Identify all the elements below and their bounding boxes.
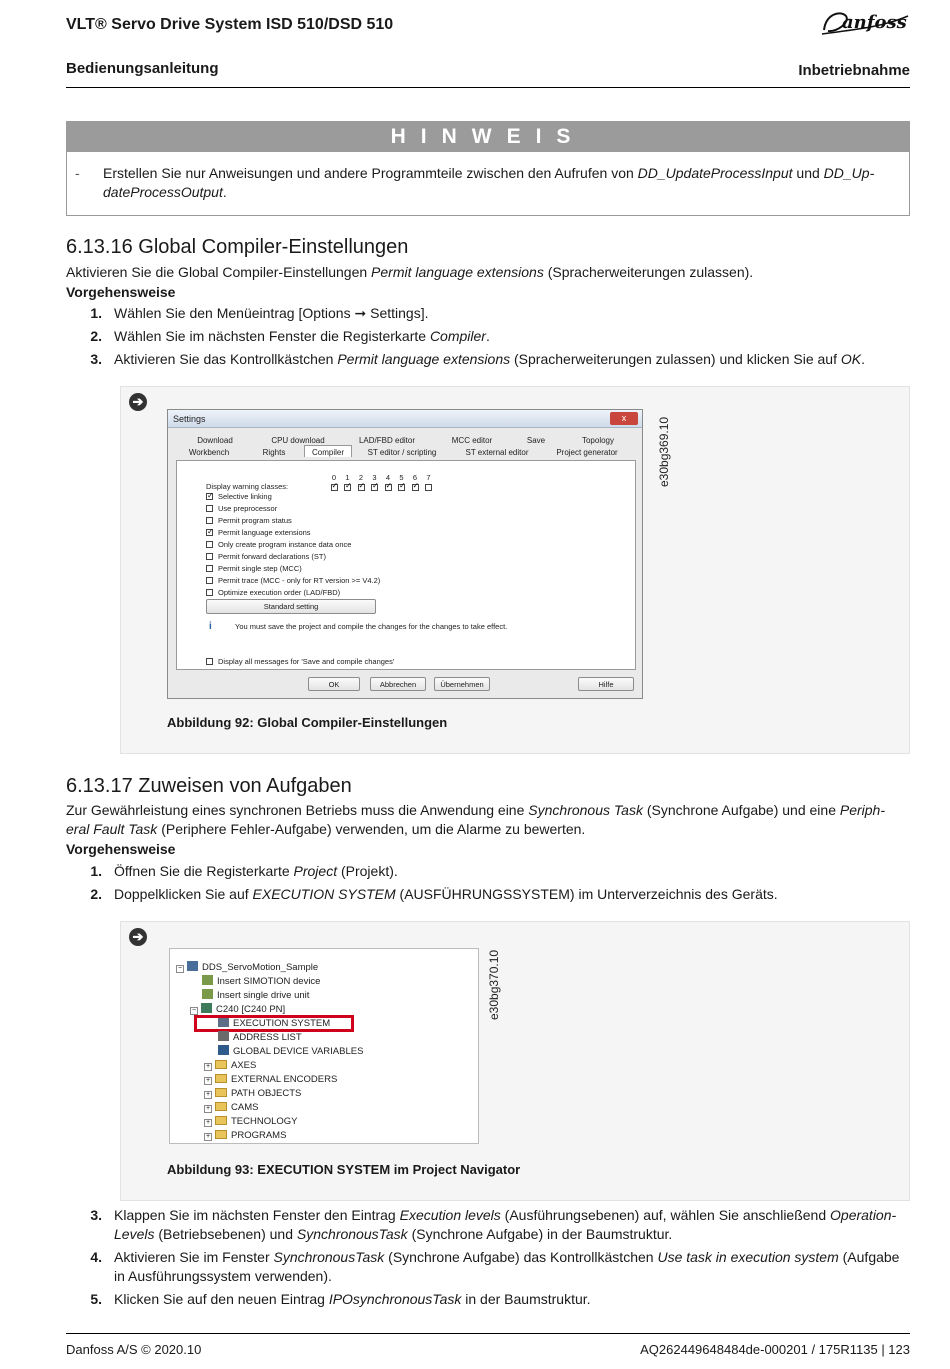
option-label: Selective linking [218,492,272,501]
folder-icon [215,1060,227,1069]
step-number: 2. [90,328,102,344]
step-emph: Levels [114,1226,155,1242]
notice-dash: - [75,165,80,181]
option-label: Optimize execution order (LAD/FBD) [218,588,341,597]
display-all-checkbox[interactable] [206,658,213,665]
warning-class-7[interactable] [424,473,434,493]
tab-row-1 [174,436,634,445]
display-all-row [206,656,394,668]
tab-download[interactable]: Download [197,436,233,445]
settings-dialog [167,409,643,699]
expand-icon[interactable]: + [205,1091,211,1098]
option-row[interactable] [206,503,277,515]
warning-class-digit: 1 [345,473,350,482]
option-label: Permit language extensions [218,528,311,537]
warning-class-checkbox[interactable] [358,484,365,491]
tree-node-insert-simotion[interactable] [202,975,320,988]
option-row[interactable] [206,563,302,575]
tree-node-folder[interactable] [204,1101,258,1114]
intro-c: (Spracherweiterungen zulassen). [543,264,754,280]
tree-node-label: EXTERNAL ENCODERS [231,1074,338,1085]
step-number: 2. [90,886,102,902]
ok-button[interactable]: OK [308,677,360,691]
option-checkbox[interactable] [206,565,213,572]
info-icon: i [209,621,212,632]
tree-node-label: TECHNOLOGY [231,1116,298,1127]
option-checkbox[interactable] [206,553,213,560]
dialog-title: Settings [173,414,206,424]
warning-class-4[interactable] [383,473,393,493]
step-emph: Project [293,863,338,879]
step-text: Wählen Sie im nächsten Fenster die Registerkarte [114,328,430,344]
option-label: Permit forward declarations (ST) [218,552,326,561]
warning-class-digit: 0 [331,473,337,482]
warning-class-digit: 6 [412,473,418,482]
step-emph: Compiler [429,328,486,344]
warning-class-digit: 2 [358,473,364,482]
expand-icon[interactable]: + [205,1119,211,1126]
expand-icon[interactable]: + [205,1105,211,1112]
help-button[interactable]: Hilfe [578,677,634,691]
step-text: (Aufgabe [838,1249,900,1265]
tree-node-label: ADDRESS LIST [233,1032,302,1043]
info-text: You must save the project and compile the changes for the changes to take effect. [235,622,508,631]
tree-node-device[interactable]: − C240 [C240 PN] [191,1004,286,1015]
option-checkbox[interactable] [206,541,213,548]
expand-icon[interactable]: + [205,1063,211,1070]
section-intro-compiler [66,263,753,282]
tree-node-folder[interactable] [204,1115,298,1128]
figure-code: e30bg370.10 [487,949,501,1020]
step-text: (Ausführungsebenen) auf, wählen Sie anschließend [500,1207,831,1223]
figure-caption-92: Abbildung 92: Global Compiler-Einstellungen [167,715,448,730]
tab-rights[interactable]: Rights [262,448,286,457]
tree-node-label: DDS_ServoMotion_Sample [202,962,319,973]
notice-text-a: Erstellen Sie nur Anweisungen und andere Programmteile zwischen den Aufrufen von [103,165,638,181]
tree-node-global-device-variables[interactable] [218,1045,363,1058]
step-text: Klappen Sie im nächsten Fenster den Eintrag [114,1207,400,1223]
option-label: Permit program status [218,516,292,525]
tree-node-label: CAMS [231,1102,259,1113]
step-number: 3. [90,1207,102,1223]
step-emph: IPOsynchronousTask [328,1291,462,1307]
option-row[interactable] [206,551,326,563]
folder-icon [215,1130,227,1139]
step-text: (Projekt). [337,863,398,879]
intro-a: Zur Gewährleistung eines synchronen Betriebs muss die Anwendung eine [66,802,529,818]
apply-button[interactable]: Übernehmen [434,677,490,691]
figure-caption-93: Abbildung 93: EXECUTION SYSTEM im Project Navigator [167,1162,521,1177]
arrow-right-circle-icon: ➔ [129,393,147,411]
step-emph: Execution levels [399,1207,501,1223]
tree-node-label: PATH OBJECTS [231,1088,302,1099]
option-checkbox[interactable] [206,589,213,596]
step-emph: Operation- [830,1207,897,1223]
step-text: (Spracherweiterungen zulassen) und klicken Sie auf [510,351,841,367]
danfoss-logo [820,4,910,38]
tab-save[interactable]: Save [526,436,546,445]
warning-class-1[interactable] [343,473,353,493]
notice-box [66,121,910,216]
step-text: . [485,328,490,344]
expand-icon[interactable]: + [205,1133,211,1140]
step-text: (Synchrone Aufgabe) in der Baumstruktur. [407,1226,673,1242]
close-button[interactable]: x [610,412,638,425]
tree-node-folder[interactable] [204,1087,301,1100]
chapter-label: Inbetriebnahme [798,62,910,79]
tree-node-folder[interactable] [204,1129,286,1142]
display-all-label: Display all messages for 'Save and compile changes' [218,657,395,666]
intro-e: eral Fault Task [66,821,158,837]
compiler-panel [176,460,636,670]
warning-class-checkbox[interactable] [425,484,432,491]
warning-class-digit: 4 [385,473,391,482]
step-text: Doppelklicken Sie auf [114,886,253,902]
step-item [80,1206,910,1246]
footer-copyright: Danfoss A/S © 2020.10 [66,1342,202,1357]
tree-node-label: Insert SIMOTION device [217,976,321,987]
tree-node-label: Insert single drive unit [217,990,310,1001]
notice-text [75,164,895,202]
footer-docref: AQ262449648484de-000201 / 175R1135 | 123 [640,1342,910,1357]
tree-node-insert-single[interactable] [202,989,309,1002]
option-label: Only create program instance data once [218,540,352,549]
step-emph: SynchronousTask [296,1226,408,1242]
step-text: Aktivieren Sie das Kontrollkästchen [114,351,338,367]
footer-rule [66,1333,910,1334]
intro-b: Synchronous Task [528,802,643,818]
tab-workbench[interactable]: Workbench [188,448,230,457]
option-row[interactable] [206,587,340,599]
option-row[interactable] [206,515,292,527]
option-row[interactable] [206,575,380,587]
section-heading-tasks: 6.13.17 Zuweisen von Aufgaben [66,775,352,797]
step-emph: EXECUTION SYSTEM [252,886,396,902]
dialog-titlebar [168,410,642,428]
warning-class-6[interactable] [410,473,420,493]
step-text: Aktivieren Sie im Fenster [114,1249,274,1265]
notice-code-output-b: dateProcessOutput [103,184,223,200]
step-number: 1. [90,305,102,321]
option-checkbox[interactable] [206,505,213,512]
tree-node-label: C240 [C240 PN] [216,1004,286,1015]
option-checkbox[interactable] [206,517,213,524]
step-number: 1. [90,863,102,879]
folder-icon [215,1102,227,1111]
intro-c: (Synchrone Aufgabe) und eine [642,802,840,818]
warning-class-0[interactable] [329,473,339,493]
warning-classes-label: Display warning classes: [206,482,289,491]
tab-topology[interactable]: Topology [581,436,615,445]
notice-text-c: und [792,165,824,181]
warning-class-5[interactable] [397,473,407,493]
intro-f: (Periphere Fehler-Aufgabe) verwenden, um die Alarme zu bewerten. [157,821,586,837]
intro-d: Periph- [839,802,886,818]
header-rule [66,87,910,88]
notice-code-output-a: DD_Up- [823,165,875,181]
warning-class-digit: 3 [372,473,377,482]
tab-project-generator[interactable]: Project generator [556,448,618,457]
warning-class-2[interactable] [356,473,366,493]
warning-class-checkbox[interactable] [412,484,419,491]
highlight-box [194,1015,354,1032]
tree-node-label: EXECUTION SYSTEM [233,1018,331,1029]
tree-node-address-list[interactable] [218,1031,302,1044]
warning-class-checkbox[interactable] [331,484,338,491]
tab-st-editor-scripting[interactable]: ST editor / scripting [367,448,437,457]
folder-icon [215,1074,227,1083]
procedure-label: Vorgehensweise [66,284,176,300]
tab-cpu-download[interactable]: CPU download [271,436,325,445]
warning-class-3[interactable] [370,473,380,493]
step-text: (Betriebsebenen) und [154,1226,297,1242]
arrow-glyph: ➞ [354,305,367,321]
notice-text-f: . [222,184,227,200]
tree-node-folder[interactable] [204,1073,337,1086]
intro-a: Aktivieren Sie die Global Compiler-Einstellungen [66,264,372,280]
option-checkbox[interactable] [206,577,213,584]
step-text: Öffnen Sie die Registerkarte [114,863,294,879]
arrow-right-circle-icon: ➔ [129,928,147,946]
option-label: Use preprocessor [218,504,278,513]
figure-code: e30bg369.10 [657,416,671,487]
expand-icon[interactable]: + [205,1077,211,1084]
warning-class-digit: 7 [426,473,431,482]
step-text: in der Baumstruktur. [461,1291,591,1307]
step-text: in Ausführungssystem verwenden). [114,1268,332,1284]
tree-node-label: GLOBAL DEVICE VARIABLES [233,1046,364,1057]
standard-setting-button[interactable]: Standard setting [206,599,376,614]
tree-node-folder[interactable] [204,1059,256,1072]
option-label: Permit single step (MCC) [218,564,302,573]
tab-st-external-editor[interactable]: ST external editor [465,448,529,457]
step-emph: OK [840,351,862,367]
option-row[interactable] [206,539,351,551]
notice-code-input: DD_UpdateProcessInput [637,165,793,181]
step-text: Settings]. [366,305,429,321]
svg-text:anfoss: anfoss [842,12,907,33]
step-emph: Permit language extensions [337,351,511,367]
option-checkbox[interactable] [206,529,213,536]
tab-mcc-editor[interactable]: MCC editor [451,436,493,445]
step-text: . [861,351,865,367]
figure-box-93 [120,921,910,1201]
procedure-label: Vorgehensweise [66,841,176,857]
step-text: Wählen Sie den Menüeintrag [Options [114,305,355,321]
figure-box-92 [120,386,910,754]
warning-class-checkbox[interactable] [398,484,405,491]
warning-class-checkbox[interactable] [344,484,351,491]
step-emph: SynchronousTask [273,1249,385,1265]
tree-node-label: PROGRAMS [231,1130,287,1141]
document-subtitle: Bedienungsanleitung [66,60,219,77]
tab-row-2 [174,448,634,457]
step-emph: Use task in execution system [657,1249,839,1265]
option-row[interactable] [206,491,272,503]
intro-b: Permit language extensions [371,264,544,280]
cancel-button[interactable]: Abbrechen [370,677,426,691]
step-number: 4. [90,1249,102,1265]
section-heading-compiler: 6.13.16 Global Compiler-Einstellungen [66,236,409,258]
step-number: 5. [90,1291,102,1307]
step-text: (AUSFÜHRUNGSSYSTEM) im Unterverzeichnis des Geräts. [395,886,778,902]
warning-class-digit: 5 [399,473,404,482]
step-text: Klicken Sie auf den neuen Eintrag [114,1291,329,1307]
option-label: Permit trace (MCC - only for RT version >= V4.2) [218,576,381,585]
step-number: 3. [90,351,102,367]
step-text: (Synchrone Aufgabe) das Kontrollkästchen [384,1249,658,1265]
tree-node-label: AXES [231,1060,257,1071]
option-row[interactable] [206,527,311,539]
project-navigator-tree [169,948,479,1144]
notice-heading: HINWEIS [67,122,909,152]
tree-node-root[interactable]: − DDS_ServoMotion_Sample [177,962,319,973]
folder-icon [215,1116,227,1125]
document-title: VLT® Servo Drive System ISD 510/DSD 510 [66,16,394,33]
warning-class-checkbox[interactable] [385,484,392,491]
tab-compiler[interactable]: Compiler [304,445,352,457]
option-checkbox[interactable] [206,493,213,500]
section-intro-tasks [66,801,910,839]
folder-icon [215,1088,227,1097]
warning-class-checkbox[interactable] [371,484,378,491]
step-item [80,1248,910,1288]
tab-lad-fbd-editor[interactable]: LAD/FBD editor [358,436,416,445]
